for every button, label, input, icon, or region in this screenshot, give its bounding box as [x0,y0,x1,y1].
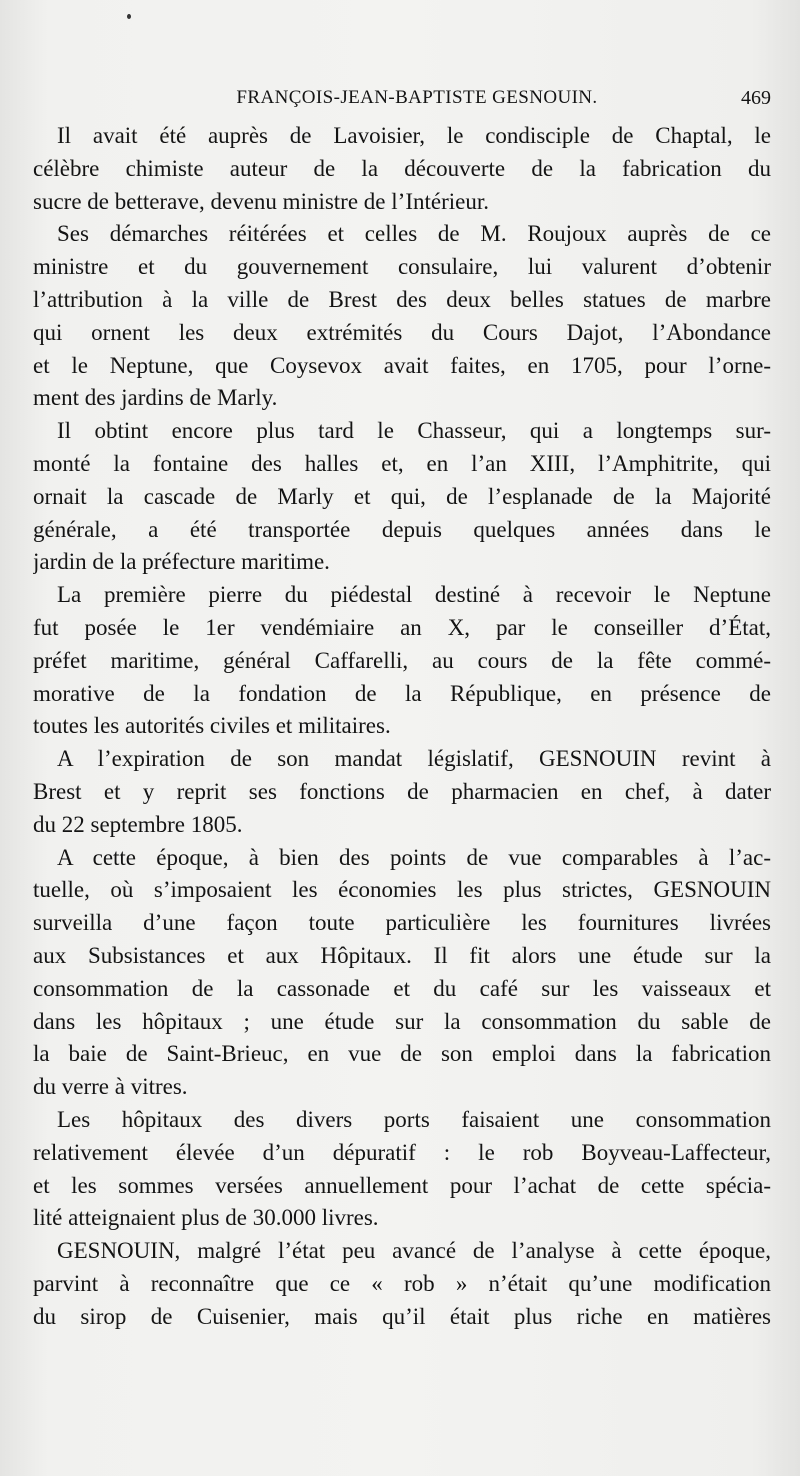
text-line: ornait la cascade de Marly et qui, de l’esplanade de la Majorité [33,483,771,509]
text-line: toutes les autorités civiles et militaires. [33,713,391,739]
ink-speck [127,14,131,19]
text-line: monté la fontaine des halles et, en l’an XIII, l’Amphitrite, qui [33,450,771,476]
text-line: célèbre chimiste auteur de la découverte de la fabrication du [33,155,771,181]
text-line: ministre et du gouvernement consulaire, lui valurent d’obtenir [33,254,771,280]
running-head [33,84,771,112]
text-line: générale, a été transportée depuis quelques années dans le [33,516,771,542]
text-line: aux Subsistances et aux Hôpitaux. Il fit alors une étude sur la [33,942,771,968]
text-line: l’attribution à la ville de Brest des deux belles statues de marbre [33,286,771,312]
text-line: Il obtint encore plus tard le Chasseur, qui a longtemps sur- [57,418,771,444]
text-line: morative de la fondation de la République, en présence de [33,680,771,706]
text-line: préfet maritime, général Caffarelli, au cours de la fête commé- [33,647,771,673]
body-text [33,120,771,1333]
text-line: GESNOUIN, malgré l’état peu avancé de l’analyse à cette époque, [57,1238,771,1264]
text-line: Ses démarches réitérées et celles de M. Roujoux auprès de ce [57,221,771,247]
text-line: parvint à reconnaître que ce « rob » n’était qu’une modification [33,1270,771,1296]
text-line: La première pierre du piédestal destiné à recevoir le Neptune [57,582,771,608]
text-line: ment des jardins de Marly. [33,385,278,411]
text-line: A cette époque, à bien des points de vue comparables à l’ac- [57,844,771,870]
text-line: et les sommes versées annuellement pour l’achat de cette spécia- [33,1172,771,1198]
text-line: consommation de la cassonade et du café sur les vaisseaux et [33,975,771,1001]
text-line: lité atteignaient plus de 30.000 livres. [33,1205,379,1231]
text-line: fut posée le 1er vendémiaire an X, par le conseiller d’État, [33,614,771,640]
text-line: sucre de betterave, devenu ministre de l’Intérieur. [33,188,489,214]
text-line: du verre à vitres. [33,1074,188,1100]
text-line: Les hôpitaux des divers ports faisaient une consommation [57,1106,771,1132]
text-line: surveilla d’une façon toute particulière les fournitures livrées [33,910,771,936]
text-line: et le Neptune, que Coysevox avait faites, en 1705, pour l’orne- [33,352,771,378]
text-line: du sirop de Cuisenier, mais qu’il était plus riche en matières [33,1303,771,1329]
text-line: qui ornent les deux extrémités du Cours Dajot, l’Abondance [33,319,771,345]
text-line: relativement élevée d’un dépuratif : le rob Boyveau-Laffecteur, [33,1139,771,1165]
text-line: Il avait été auprès de Lavoisier, le condisciple de Chaptal, le [57,123,771,148]
text-line: jardin de la préfecture maritime. [33,549,330,575]
page-number: 469 [741,87,771,109]
text-line: dans les hôpitaux ; une étude sur la consommation du sable de [33,1008,771,1034]
text-line: du 22 septembre 1805. [33,811,243,837]
text-line: tuelle, où s’imposaient les économies les plus strictes, GESNOUIN [33,877,771,903]
text-line: A l’expiration de son mandat législatif, GESNOUIN revint à [57,746,771,772]
text-line: Brest et y reprit ses fonctions de pharmacien en chef, à dater [33,778,771,804]
running-title: FRANÇOIS-JEAN-BAPTISTE GESNOUIN. [236,87,598,108]
text-line: la baie de Saint-Brieuc, en vue de son emploi dans la fabrication [33,1041,771,1067]
